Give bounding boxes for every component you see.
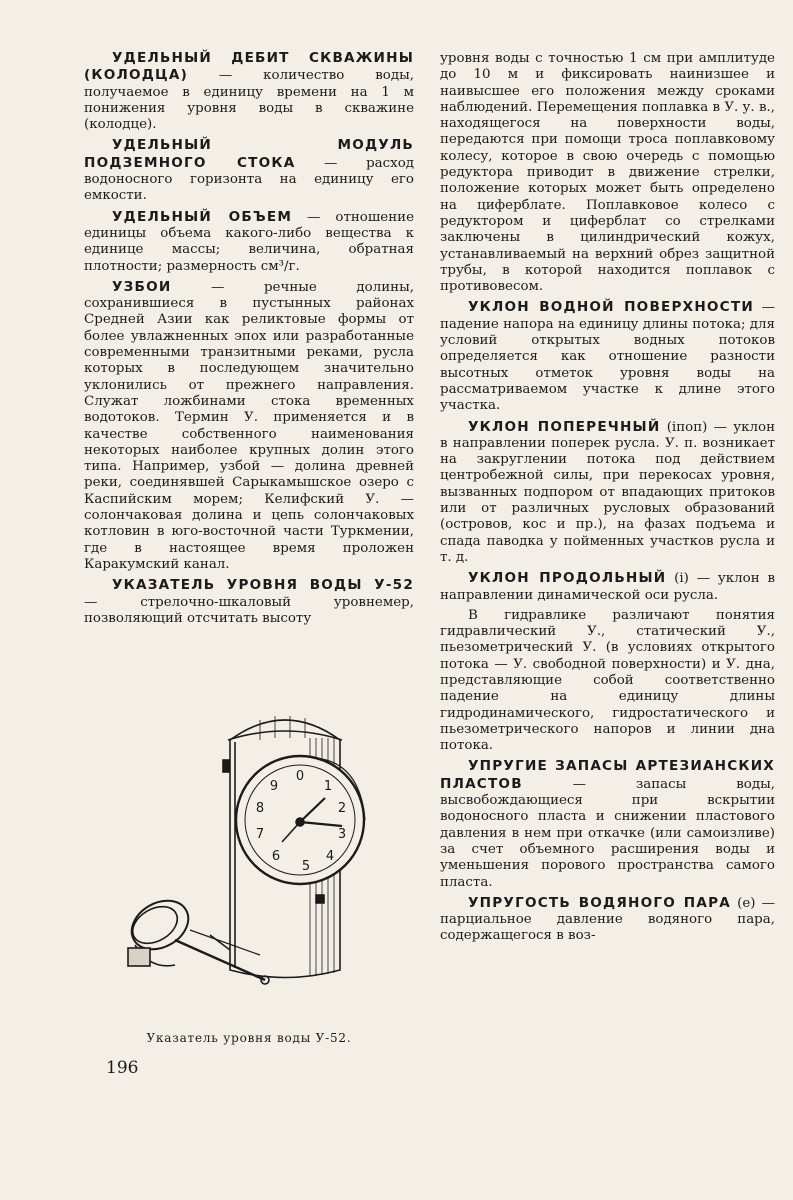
entry-term: УПРУГИЕ ЗАПАСЫ АРТЕЗИАНСКИХ ПЛАСТОВ: [440, 758, 775, 792]
entry-ukazatel-continued: [440, 51, 775, 295]
entry-term: УКАЗАТЕЛЬ УРОВНЯ ВОДЫ У-52: [112, 577, 414, 594]
entry-term: УКЛОН ПРОДОЛЬНЫЙ: [468, 570, 667, 587]
dial-number-7: 7: [255, 827, 265, 842]
dial-number-9: 9: [269, 779, 279, 794]
dial-number-0: 0: [295, 769, 305, 784]
entry-term: УДЕЛЬНЫЙ ОБЪЕМ: [112, 208, 293, 225]
entry-uklon-vodnoi: [440, 299, 775, 414]
entry-text: — отношение единицы объема какого-либо вещества к единице массы; величина, обратная плотности; размерность см³/г.: [84, 209, 414, 274]
entry-term: УКЛОН ПОПЕРЕЧНЫЙ: [468, 418, 661, 435]
entry-text: В гидравлике различают понятия гидравлический У., статический У., пьезометрический У. (в условиях открытого потока — У. свободной поверхности) и У. дна, представляющие собой соответственно падение на единицу длины гидродинамического, гидростатического и пьезометрического напоров и линии дна потока.: [440, 607, 775, 754]
entry-text: (е) — парциальное давление водяного пара, содержащегося в воз-: [440, 895, 775, 944]
entry-text: — падение напора на единицу длины потока; для условий открытых водных потоков определяется как отношение разности высотных отметок уровня воды на рассматриваемом участке к длине этого участка.: [440, 300, 776, 414]
entry-term: УДЕЛЬНЫЙ ДЕБИТ СКВАЖИНЫ (КОЛОДЦА): [84, 50, 414, 84]
entry-term: УДЕЛЬНЫЙ МОДУЛЬ ПОДЗЕМНОГО СТОКА: [84, 137, 414, 171]
dial-number-1: 1: [323, 779, 333, 794]
entry-hydraulics-paragraph: [440, 608, 775, 755]
dial-number-4: 4: [325, 849, 335, 864]
entry-dedit: [84, 50, 414, 133]
dial-number-8: 8: [255, 801, 265, 816]
entry-text: (i) — уклон в направлении динамической оси русла.: [440, 571, 775, 603]
right-column: [440, 51, 775, 949]
entry-modul: [84, 137, 414, 204]
entry-term: УКЛОН ВОДНОЙ ПОВЕРХНОСТИ: [468, 299, 754, 316]
entry-obem: [84, 209, 414, 275]
entry-uzboi: [84, 279, 414, 573]
entry-uklon-poperechnyi: [440, 419, 775, 567]
entry-term: УПРУГОСТЬ ВОДЯНОГО ПАРА: [468, 894, 731, 911]
left-column: [84, 50, 414, 631]
entry-text: — речные долины, сохранившиеся в пустынных районах Средней Азии как реликтовые формы от более увлажненных эпох или разработанные современными транзитными реками, русла которых в последующем значительно уклонились от прежнего направления. Служат ложбинами стока временных водотоков. Термин У. применяется и в качестве собственного наименования некоторых наиболее крупных долин этого типа. Например, узбой — долина древней реки, соединявшей Сарыкамышское озеро с Каспийским морем; Келифский У. — солончаковая долина и цепь солончаковых котловин в юго-восточной части Туркмении, где в настоящее время проложен Каракумский канал.: [84, 279, 414, 572]
entry-uprugie-zapasy: [440, 758, 775, 890]
entry-term: УЗБОИ: [112, 278, 172, 295]
entry-text: — стрелочно-шкаловый уровнемер, позволяющий отсчитать высоту: [84, 594, 414, 626]
gauge-illustration: [110, 680, 390, 1010]
page-number: 196: [106, 1058, 139, 1078]
dial-number-5: 5: [301, 859, 311, 874]
dial-number-6: 6: [271, 849, 281, 864]
entry-text: — расход водоносного горизонта на единицу его емкости.: [84, 155, 414, 204]
water-level-gauge-figure: [110, 680, 390, 1010]
dial-number-2: 2: [337, 801, 347, 816]
entry-text: — количество воды, получаемое в единицу времени на 1 м понижения уровня воды в скважине (колодце).: [84, 68, 414, 133]
figure-caption: Указатель уровня воды У-52.: [146, 1031, 352, 1045]
entry-text: — запасы воды, высвобождающиеся при вскрытии водоносного пласта и снижении пластового давления в нем при откачке (или самоизливе) за счет объемного расширения воды и уменьшения порового пространства самого пласта.: [440, 776, 775, 890]
entry-ukazatel: [84, 577, 414, 627]
entry-uklon-prodolnyi: [440, 570, 775, 604]
entry-text: (iпоп) — уклон в направлении поперек русла. У. п. возникает на закруглении потока под действием центробежной силы, при перекосах уровня, вызванных подпором от впадающих притоков или от различных русловых образований (островов, кос и пр.), на фазах подъема и спада паводка у пойменных участков русла и т. д.: [440, 419, 776, 565]
entry-text: уровня воды с точностью 1 см при амплитуде до 10 м и фиксировать наинизшее и наивысшее его положения между сроками наблюдений. Перемещения поплавка в У. у. в., находящегося на поверхности воды, передаются при помощи троса поплавковому колесу, которое в свою очередь с помощью редуктора приводит в движение стрелки, положение которых может быть определено на циферблате. Поплавковое колесо с редуктором и циферблат со стрелками заключены в цилиндрический кожух, устанавливаемый на верхний обрез защитной трубы, в которой находится поплавок с противовесом.: [440, 51, 775, 295]
entry-uprugost-para: [440, 895, 775, 945]
dial-number-3: 3: [337, 827, 347, 842]
